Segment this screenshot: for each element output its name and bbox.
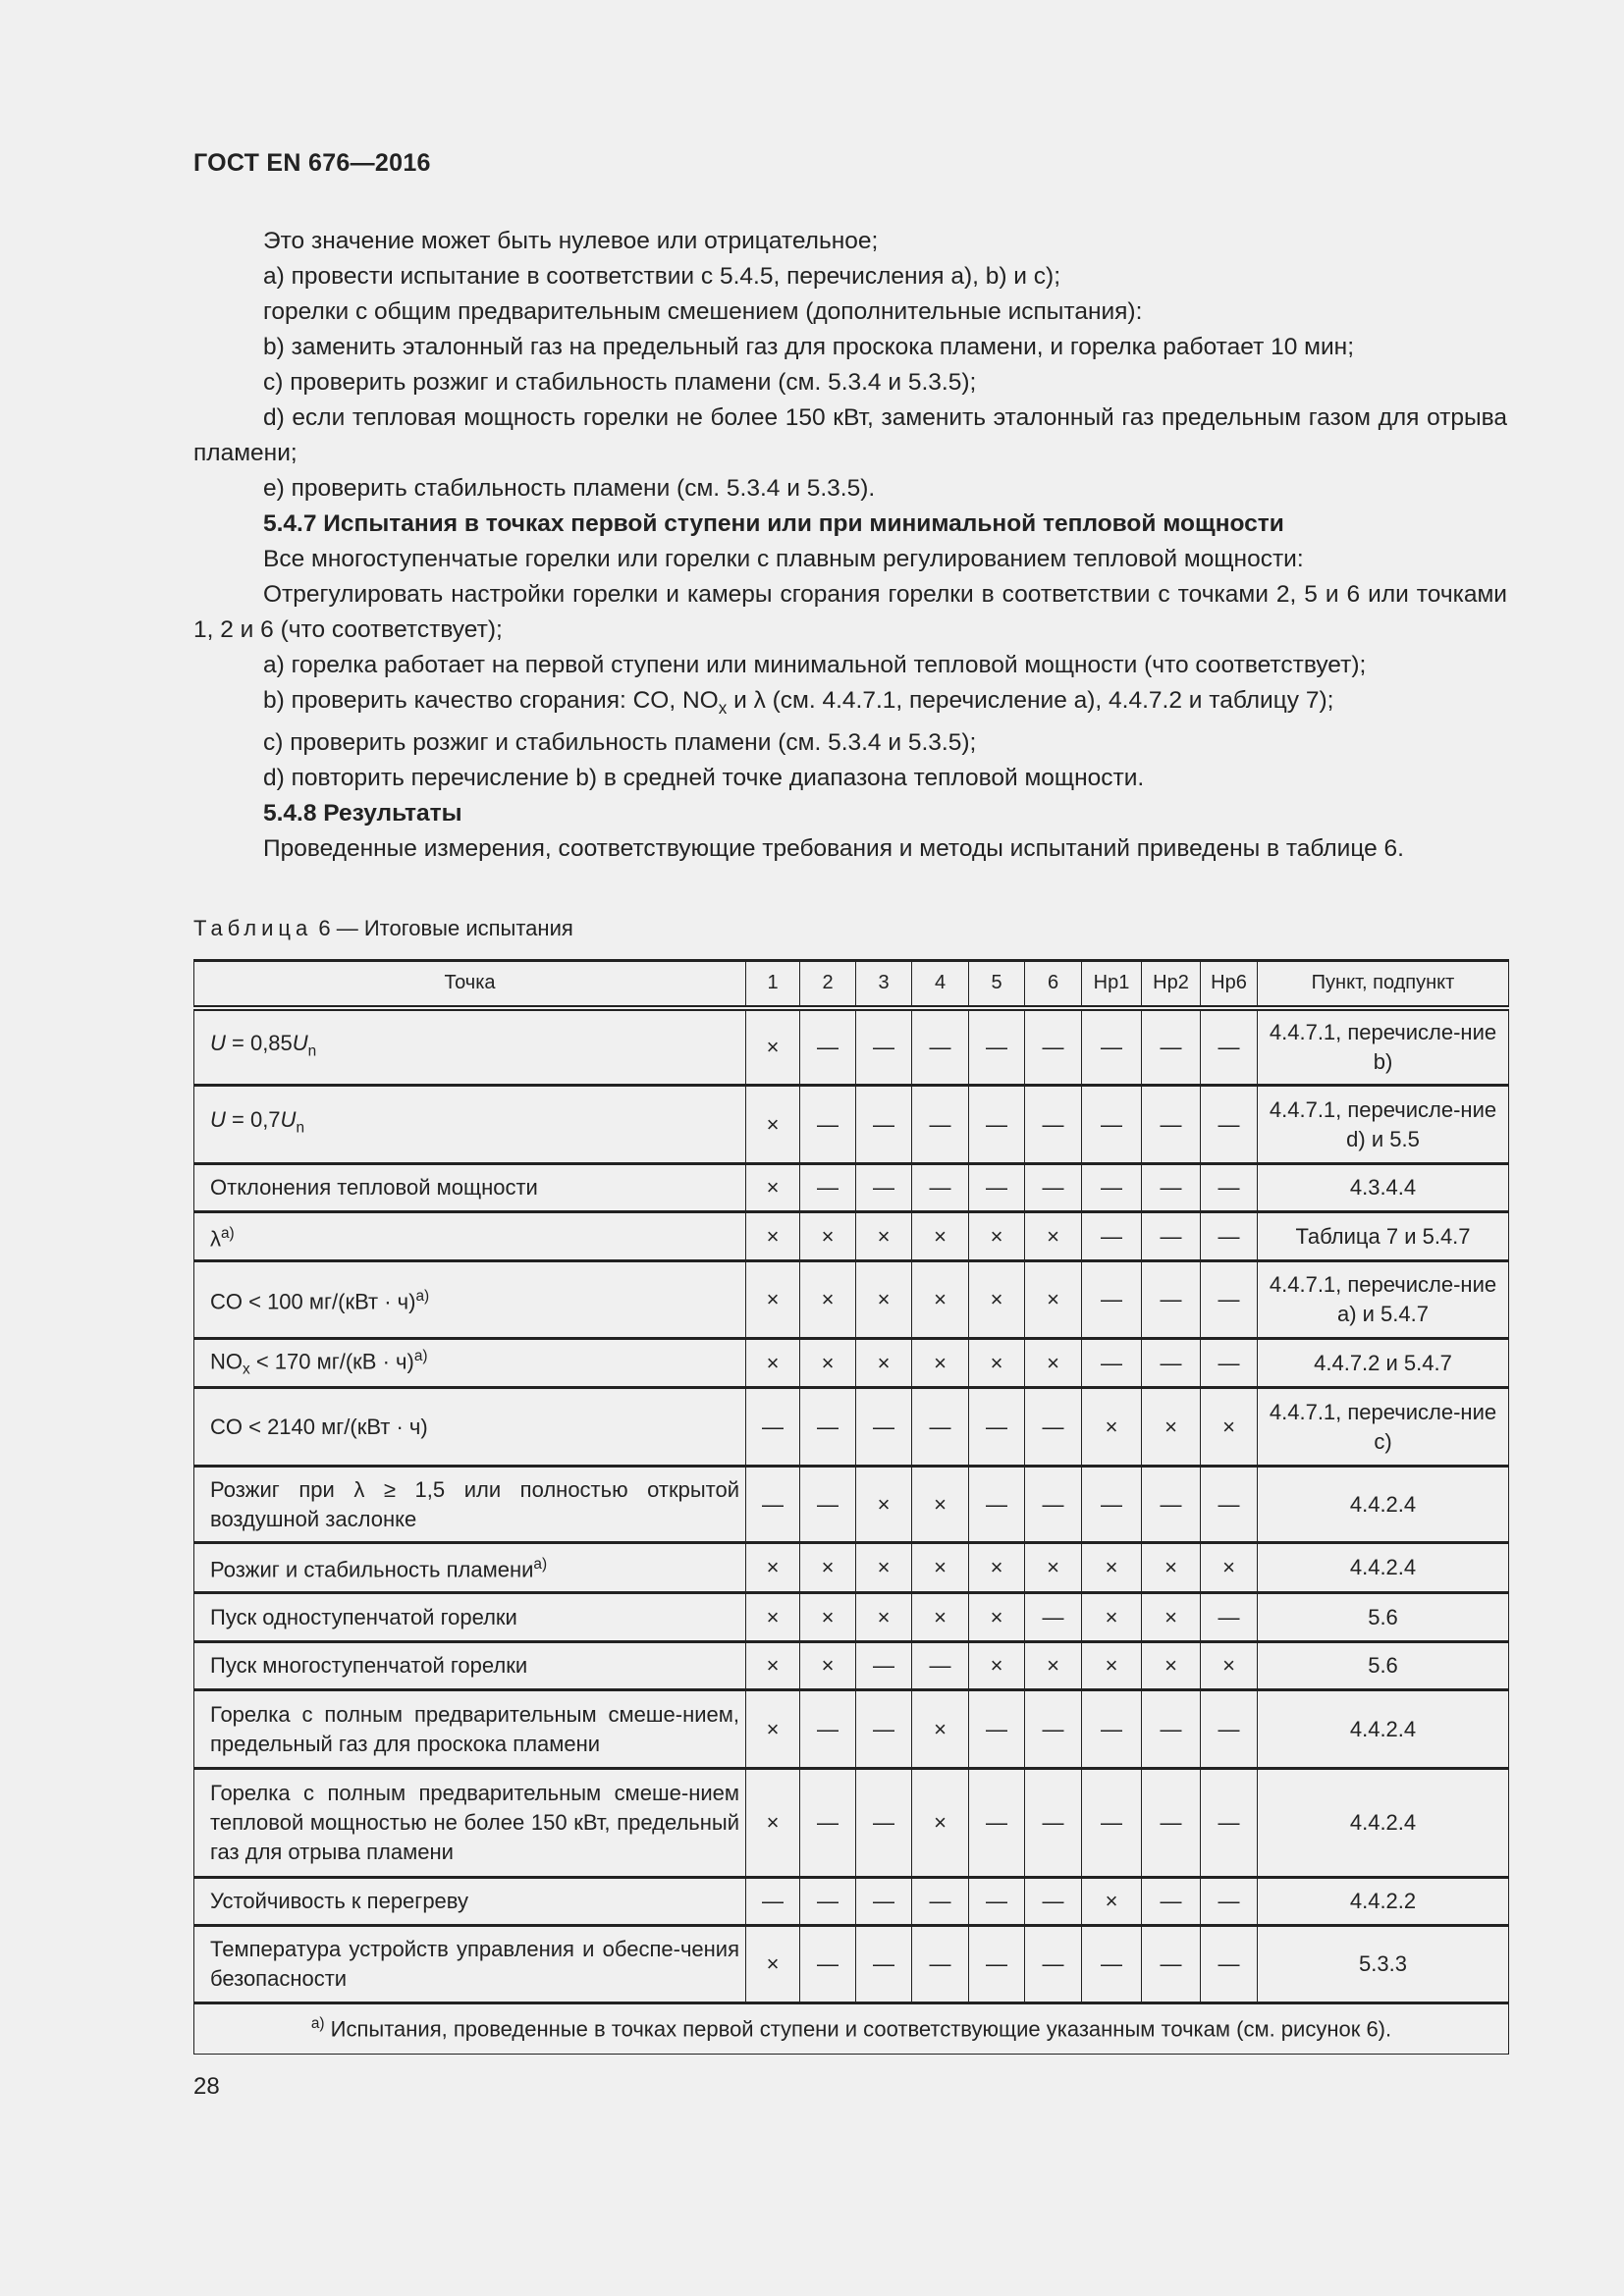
- mark-cell: —: [1142, 1008, 1201, 1086]
- text-run: U: [210, 1030, 226, 1055]
- mark-cell: —: [1201, 1086, 1258, 1164]
- row-label: [194, 1543, 746, 1593]
- text-run: 5.4.8 Результаты: [263, 799, 462, 827]
- text-run: Розжиг и стабильность пламени: [210, 1557, 534, 1582]
- table-row: [194, 1164, 1509, 1212]
- mark-cell: —: [856, 1008, 912, 1086]
- text-run: e) проверить стабильность пламени (см. 5.3.4 и 5.3.5).: [263, 475, 876, 502]
- mark-cell: —: [856, 1926, 912, 2003]
- mark-cell: —: [1025, 1593, 1082, 1642]
- mark-cell: ×: [969, 1642, 1025, 1690]
- reference-cell: 5.6: [1258, 1593, 1509, 1642]
- mark-cell: —: [969, 1926, 1025, 2003]
- paragraph: [193, 400, 1507, 471]
- reference-cell: 4.4.2.4: [1258, 1543, 1509, 1593]
- text-run: Горелка с полным предварительным смеше-нием, предельный газ для проскока пламени: [210, 1701, 739, 1756]
- mark-cell: —: [800, 1926, 856, 2003]
- mark-cell: —: [969, 1164, 1025, 1212]
- mark-cell: —: [800, 1769, 856, 1878]
- mark-cell: —: [969, 1878, 1025, 1926]
- mark-cell: ×: [1025, 1212, 1082, 1261]
- mark-cell: ×: [912, 1261, 969, 1339]
- reference-cell: 5.3.3: [1258, 1926, 1509, 2003]
- mark-cell: —: [1201, 1008, 1258, 1086]
- text-run: Пуск одноступенчатой горелки: [210, 1604, 517, 1629]
- paragraph: [193, 725, 1507, 761]
- paragraph: [193, 365, 1507, 400]
- paragraph: [193, 542, 1507, 577]
- paragraph: [193, 761, 1507, 796]
- mark-cell: ×: [1025, 1543, 1082, 1593]
- mark-cell: —: [1201, 1690, 1258, 1769]
- row-label: [194, 1642, 746, 1690]
- mark-cell: ×: [746, 1261, 800, 1339]
- mark-cell: —: [1082, 1008, 1142, 1086]
- row-label: [194, 1339, 746, 1388]
- text-run: CO < 2140 мг/(кВт · ч): [210, 1414, 428, 1439]
- caption-word: Таблица: [193, 916, 313, 940]
- mark-cell: ×: [912, 1769, 969, 1878]
- mark-cell: ×: [856, 1593, 912, 1642]
- text-run: и λ (см. 4.4.7.1, перечисление a), 4.4.7.2 и таблицу 7);: [727, 687, 1334, 714]
- mark-cell: —: [969, 1690, 1025, 1769]
- mark-cell: —: [800, 1878, 856, 1926]
- text-run: Розжиг при λ ≥ 1,5 или полностью открытой воздушной заслонке: [210, 1476, 739, 1531]
- mark-cell: —: [800, 1388, 856, 1467]
- reference-cell: 4.4.2.4: [1258, 1690, 1509, 1769]
- mark-cell: —: [1025, 1008, 1082, 1086]
- mark-cell: —: [1025, 1086, 1082, 1164]
- paragraph: [193, 259, 1507, 294]
- mark-cell: ×: [912, 1339, 969, 1388]
- text-run: n: [307, 1041, 317, 1059]
- mark-cell: —: [912, 1388, 969, 1467]
- mark-cell: ×: [1025, 1339, 1082, 1388]
- text-run: c) проверить розжиг и стабильность пламени (см. 5.3.4 и 5.3.5);: [263, 728, 977, 756]
- table-row: [194, 1878, 1509, 1926]
- mark-cell: —: [1082, 1086, 1142, 1164]
- paragraph: [193, 294, 1507, 330]
- text-run: Проведенные измерения, соответствующие требования и методы испытаний приведены в таблице 6.: [263, 834, 1404, 862]
- mark-cell: ×: [746, 1212, 800, 1261]
- table-row: [194, 1339, 1509, 1388]
- reference-cell: Таблица 7 и 5.4.7: [1258, 1212, 1509, 1261]
- mark-cell: ×: [1201, 1543, 1258, 1593]
- mark-cell: —: [1082, 1467, 1142, 1543]
- text-run: a): [413, 1347, 428, 1364]
- text-run: a): [310, 2015, 325, 2033]
- column-header: Точка: [194, 961, 746, 1008]
- text-run: Отрегулировать настройки горелки и камеры сгорания горелки в соответствии с точками 2, 5 и 6 или точками 1, 2 и 6 (что соответствует);: [193, 581, 1507, 643]
- mark-cell: —: [1201, 1339, 1258, 1388]
- mark-cell: —: [1201, 1164, 1258, 1212]
- text-run: 5.4.7 Испытания в точках первой ступени или при минимальной тепловой мощности: [263, 510, 1284, 537]
- mark-cell: ×: [856, 1543, 912, 1593]
- mark-cell: —: [1082, 1769, 1142, 1878]
- mark-cell: —: [1142, 1261, 1201, 1339]
- mark-cell: ×: [746, 1543, 800, 1593]
- table-caption: [193, 916, 573, 941]
- mark-cell: —: [1142, 1164, 1201, 1212]
- mark-cell: ×: [800, 1543, 856, 1593]
- mark-cell: ×: [856, 1261, 912, 1339]
- row-label: [194, 1878, 746, 1926]
- text-run: a) горелка работает на первой ступени или минимальной тепловой мощности (что соответствует);: [263, 652, 1367, 678]
- text-run: λ: [210, 1226, 221, 1252]
- mark-cell: ×: [912, 1467, 969, 1543]
- mark-cell: ×: [1082, 1388, 1142, 1467]
- text-run: c) проверить розжиг и стабильность пламени (см. 5.3.4 и 5.3.5);: [263, 369, 977, 396]
- mark-cell: —: [800, 1690, 856, 1769]
- text-run: a): [415, 1288, 430, 1306]
- reference-cell: 4.4.2.4: [1258, 1467, 1509, 1543]
- paragraph: [193, 683, 1507, 725]
- mark-cell: ×: [969, 1593, 1025, 1642]
- mark-cell: —: [856, 1642, 912, 1690]
- mark-cell: —: [1025, 1690, 1082, 1769]
- mark-cell: —: [1201, 1212, 1258, 1261]
- mark-cell: ×: [912, 1543, 969, 1593]
- mark-cell: ×: [1142, 1593, 1201, 1642]
- mark-cell: ×: [1082, 1642, 1142, 1690]
- reference-cell: 4.4.7.1, перечисле-ние d) и 5.5: [1258, 1086, 1509, 1164]
- column-header: 3: [856, 961, 912, 1008]
- column-header: 6: [1025, 961, 1082, 1008]
- paragraph: [193, 471, 1507, 507]
- row-label: [194, 1926, 746, 2003]
- mark-cell: ×: [969, 1261, 1025, 1339]
- column-header: Hp1: [1082, 961, 1142, 1008]
- mark-cell: —: [969, 1388, 1025, 1467]
- text-run: x: [243, 1361, 250, 1378]
- mark-cell: —: [800, 1467, 856, 1543]
- mark-cell: —: [800, 1086, 856, 1164]
- mark-cell: —: [1142, 1086, 1201, 1164]
- mark-cell: ×: [912, 1212, 969, 1261]
- section-heading: [193, 507, 1507, 542]
- column-header: 1: [746, 961, 800, 1008]
- paragraph: [193, 577, 1507, 648]
- mark-cell: —: [856, 1388, 912, 1467]
- text-run: d) повторить перечисление b) в средней точке диапазона тепловой мощности.: [263, 764, 1145, 791]
- mark-cell: —: [1082, 1164, 1142, 1212]
- mark-cell: —: [1201, 1926, 1258, 2003]
- mark-cell: ×: [912, 1690, 969, 1769]
- mark-cell: —: [746, 1467, 800, 1543]
- mark-cell: —: [1025, 1467, 1082, 1543]
- mark-cell: ×: [1025, 1642, 1082, 1690]
- mark-cell: ×: [746, 1008, 800, 1086]
- mark-cell: —: [969, 1769, 1025, 1878]
- row-label: [194, 1467, 746, 1543]
- table-row: [194, 1388, 1509, 1467]
- paragraph: [193, 831, 1507, 867]
- reference-cell: 4.4.2.2: [1258, 1878, 1509, 1926]
- mark-cell: ×: [1142, 1388, 1201, 1467]
- table-row: [194, 1467, 1509, 1543]
- text-run: < 170 мг/(кВ · ч): [249, 1348, 414, 1373]
- text-run: горелки с общим предварительным смешением (дополнительные испытания):: [263, 298, 1143, 325]
- mark-cell: ×: [1025, 1261, 1082, 1339]
- mark-cell: —: [856, 1164, 912, 1212]
- mark-cell: —: [969, 1467, 1025, 1543]
- table-row: [194, 1261, 1509, 1339]
- row-label: [194, 1164, 746, 1212]
- mark-cell: —: [912, 1164, 969, 1212]
- text-run: Это значение может быть нулевое или отрицательное;: [263, 228, 879, 254]
- mark-cell: —: [912, 1878, 969, 1926]
- text-run: Горелка с полным предварительным смеше-нием тепловой мощностью не более 150 кВт, предельный газ для отрыва пламени: [210, 1781, 739, 1864]
- mark-cell: —: [856, 1878, 912, 1926]
- mark-cell: —: [1082, 1339, 1142, 1388]
- mark-cell: ×: [1201, 1642, 1258, 1690]
- text-run: U: [292, 1030, 308, 1055]
- mark-cell: —: [856, 1690, 912, 1769]
- row-label: [194, 1690, 746, 1769]
- mark-cell: ×: [1082, 1593, 1142, 1642]
- column-header: 5: [969, 961, 1025, 1008]
- column-header: Hp2: [1142, 961, 1201, 1008]
- column-header: 4: [912, 961, 969, 1008]
- mark-cell: ×: [912, 1593, 969, 1642]
- text-run: Пуск многоступенчатой горелки: [210, 1653, 528, 1678]
- table-row: [194, 1593, 1509, 1642]
- table-row: [194, 1212, 1509, 1261]
- text-run: = 0,7: [225, 1107, 281, 1133]
- mark-cell: —: [800, 1164, 856, 1212]
- mark-cell: ×: [800, 1339, 856, 1388]
- mark-cell: —: [1142, 1878, 1201, 1926]
- mark-cell: ×: [1142, 1543, 1201, 1593]
- mark-cell: ×: [1082, 1878, 1142, 1926]
- mark-cell: —: [1082, 1926, 1142, 2003]
- mark-cell: —: [1201, 1467, 1258, 1543]
- caption-title: 6 — Итоговые испытания: [312, 916, 573, 940]
- reference-cell: 4.3.4.4: [1258, 1164, 1509, 1212]
- reference-cell: 4.4.7.1, перечисле-ние c): [1258, 1388, 1509, 1467]
- mark-cell: —: [1142, 1339, 1201, 1388]
- row-label: [194, 1388, 746, 1467]
- text-run: U: [210, 1107, 226, 1133]
- table-row: [194, 1086, 1509, 1164]
- footnote-row: [194, 2003, 1509, 2055]
- mark-cell: —: [1025, 1164, 1082, 1212]
- mark-cell: ×: [800, 1593, 856, 1642]
- row-label: [194, 1769, 746, 1878]
- mark-cell: ×: [1142, 1642, 1201, 1690]
- text-run: a) провести испытание в соответствии с 5.4.5, перечисления a), b) и c);: [263, 263, 1061, 290]
- mark-cell: ×: [746, 1339, 800, 1388]
- section-heading: [193, 796, 1507, 831]
- mark-cell: ×: [746, 1593, 800, 1642]
- table-row: [194, 1543, 1509, 1593]
- mark-cell: —: [1025, 1388, 1082, 1467]
- reference-cell: 5.6: [1258, 1642, 1509, 1690]
- mark-cell: —: [1201, 1769, 1258, 1878]
- paragraph: [193, 330, 1507, 365]
- mark-cell: ×: [800, 1642, 856, 1690]
- mark-cell: —: [912, 1008, 969, 1086]
- table-row: [194, 1642, 1509, 1690]
- mark-cell: ×: [1082, 1543, 1142, 1593]
- mark-cell: —: [1142, 1467, 1201, 1543]
- table-header-row: [194, 961, 1509, 1008]
- mark-cell: —: [912, 1086, 969, 1164]
- mark-cell: —: [1025, 1926, 1082, 2003]
- results-table: [193, 959, 1509, 2055]
- reference-cell: 4.4.7.1, перечисле-ние a) и 5.4.7: [1258, 1261, 1509, 1339]
- mark-cell: ×: [746, 1642, 800, 1690]
- mark-cell: —: [969, 1086, 1025, 1164]
- mark-cell: —: [856, 1769, 912, 1878]
- mark-cell: —: [746, 1388, 800, 1467]
- mark-cell: —: [1142, 1212, 1201, 1261]
- text-run: Все многоступенчатые горелки или горелки с плавным регулированием тепловой мощности:: [263, 546, 1304, 572]
- text-run: NO: [210, 1348, 243, 1373]
- mark-cell: —: [1201, 1593, 1258, 1642]
- mark-cell: —: [1082, 1261, 1142, 1339]
- text-run: b) заменить эталонный газ на предельный газ для проскока пламени, и горелка работает 10 мин;: [263, 334, 1355, 360]
- table-row: [194, 1926, 1509, 2003]
- mark-cell: ×: [969, 1543, 1025, 1593]
- text-run: d) если тепловая мощность горелки не более 150 кВт, заменить эталонный газ предельным газом для отрыва пламени;: [193, 404, 1507, 466]
- column-header: 2: [800, 961, 856, 1008]
- mark-cell: —: [1201, 1261, 1258, 1339]
- text-run: CO < 100 мг/(кВт · ч): [210, 1289, 416, 1314]
- table-row: [194, 1008, 1509, 1086]
- mark-cell: ×: [746, 1769, 800, 1878]
- mark-cell: —: [1025, 1878, 1082, 1926]
- mark-cell: ×: [800, 1261, 856, 1339]
- mark-cell: —: [1142, 1926, 1201, 2003]
- row-label: [194, 1212, 746, 1261]
- paragraph: [193, 224, 1507, 259]
- mark-cell: —: [912, 1926, 969, 2003]
- mark-cell: —: [1025, 1769, 1082, 1878]
- table-row: [194, 1769, 1509, 1878]
- mark-cell: —: [1082, 1212, 1142, 1261]
- mark-cell: ×: [969, 1339, 1025, 1388]
- table-footnote: [194, 2003, 1509, 2055]
- row-label: [194, 1261, 746, 1339]
- mark-cell: ×: [746, 1926, 800, 2003]
- mark-cell: ×: [746, 1164, 800, 1212]
- mark-cell: —: [1201, 1878, 1258, 1926]
- reference-cell: 4.4.7.1, перечисле-ние b): [1258, 1008, 1509, 1086]
- text-run: Испытания, проведенные в точках первой ступени и соответствующие указанным точкам (см. рисунок 6).: [324, 2016, 1392, 2042]
- mark-cell: ×: [800, 1212, 856, 1261]
- text-run: a): [533, 1556, 548, 1574]
- mark-cell: ×: [856, 1467, 912, 1543]
- reference-cell: 4.4.2.4: [1258, 1769, 1509, 1878]
- text-run: b) проверить качество сгорания: CO, NO: [263, 687, 719, 714]
- mark-cell: —: [1142, 1690, 1201, 1769]
- mark-cell: ×: [746, 1690, 800, 1769]
- mark-cell: ×: [856, 1212, 912, 1261]
- text-run: x: [718, 697, 728, 718]
- mark-cell: ×: [856, 1339, 912, 1388]
- mark-cell: ×: [746, 1086, 800, 1164]
- mark-cell: —: [912, 1642, 969, 1690]
- mark-cell: ×: [969, 1212, 1025, 1261]
- mark-cell: —: [969, 1008, 1025, 1086]
- paragraph: [193, 648, 1507, 683]
- text-run: = 0,85: [225, 1030, 293, 1055]
- row-label: [194, 1008, 746, 1086]
- text-run: U: [280, 1107, 297, 1133]
- mark-cell: —: [1082, 1690, 1142, 1769]
- row-label: [194, 1593, 746, 1642]
- mark-cell: —: [800, 1008, 856, 1086]
- table-row: [194, 1690, 1509, 1769]
- text-run: Отклонения тепловой мощности: [210, 1175, 538, 1200]
- text-run: Устойчивость к перегреву: [210, 1889, 468, 1913]
- page-number: 28: [193, 2073, 220, 2100]
- body-text: [193, 224, 1507, 867]
- mark-cell: —: [1142, 1769, 1201, 1878]
- text-run: Температура устройств управления и обеспе-чения безопасности: [210, 1937, 739, 1991]
- reference-cell: 4.4.7.2 и 5.4.7: [1258, 1339, 1509, 1388]
- text-run: a): [221, 1224, 235, 1242]
- mark-cell: —: [856, 1086, 912, 1164]
- row-label: [194, 1086, 746, 1164]
- text-run: n: [296, 1119, 304, 1137]
- mark-cell: ×: [1201, 1388, 1258, 1467]
- column-header: Hp6: [1201, 961, 1258, 1008]
- column-header: Пункт, подпункт: [1258, 961, 1509, 1008]
- document-header: ГОСТ EN 676—2016: [193, 149, 431, 177]
- mark-cell: —: [746, 1878, 800, 1926]
